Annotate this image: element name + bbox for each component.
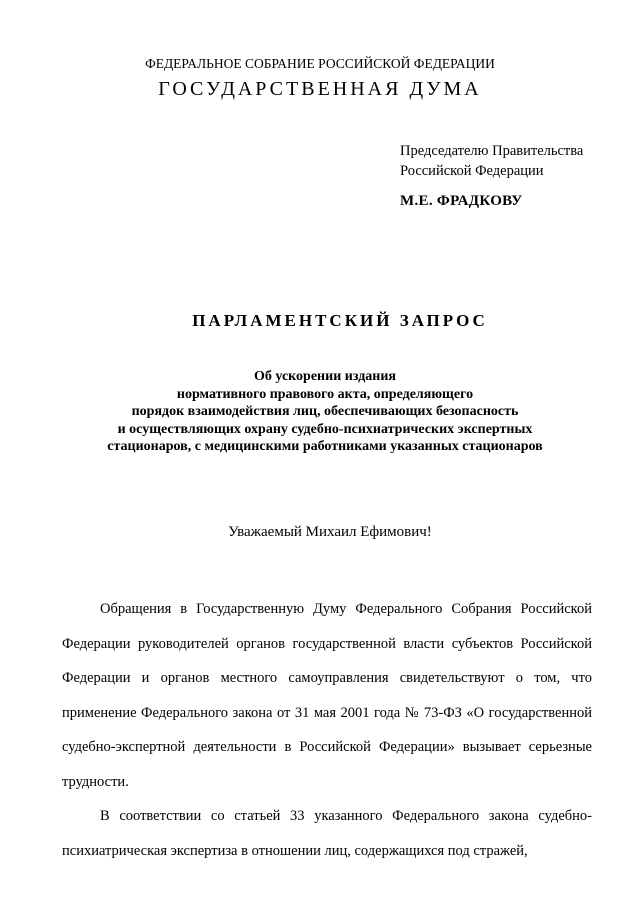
addressee-name: М.Е. ФРАДКОВУ [400,193,523,209]
body-paragraph-1: Обращения в Государственную Думу Федерального Собрания Российской Федерации руководителей органов государственной власти субъектов Российской Федерации и органов местного самоуправления свидетельствуют о том, что применение Федерального закона от 31 мая 2001 года № 73-ФЗ «О государственной судебно-экспертной деятельности в Российской Федерации» вызывает серьезные трудности. [62,601,592,790]
subject-line: порядок взаимодействия лиц, обеспечивающих безопасность [131,404,519,419]
addressee-line-2: Российской Федерации [400,163,544,179]
subject-line: стационаров, с медицинскими работниками указанных стационаров [107,439,543,454]
chamber-name: ГОСУДАРСТВЕННАЯ ДУМА [158,78,482,100]
body-paragraph-2: В соответствии со статьей 33 указанного Федерального закона судебно-психиатрическая экспертиза в отношении лиц, содержащихся под стражей, [62,808,592,859]
addressee-line-1: Председателю Правительства [400,143,584,159]
document-title: ПАРЛАМЕНТСКИЙ ЗАПРОС [192,311,488,330]
organization-name: ФЕДЕРАЛЬНОЕ СОБРАНИЕ РОССИЙСКОЙ ФЕДЕРАЦИИ [145,56,495,71]
subject-line: нормативного правового акта, определяющего [176,386,474,402]
subject-block [0,368,640,456]
salutation: Уважаемый Михаил Ефимович! [228,524,432,540]
subject-line: Об ускорении издания [254,369,396,384]
body-text [62,592,592,868]
addressee-block [400,141,583,181]
subject-line: и осуществляющих охрану судебно-психиатрических экспертных [117,421,533,437]
